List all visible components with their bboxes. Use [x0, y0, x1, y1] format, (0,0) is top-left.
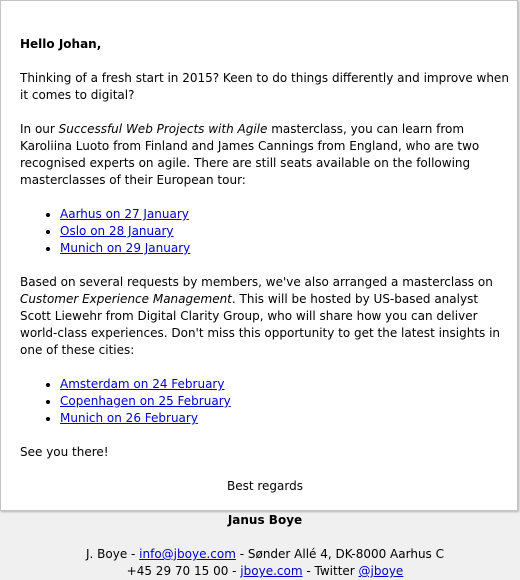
intro-paragraph: Thinking of a fresh start in 2015? Keen to do things differently and improve when it comes to digital?: [20, 71, 509, 102]
list-item: [60, 376, 510, 393]
munich-cx-link[interactable]: Munich on 26 February: [60, 411, 198, 425]
footer-twitter-link[interactable]: @jboye: [358, 564, 404, 578]
cx-paragraph-prefix: Based on several requests by members, we've also arranged a masterclass on: [20, 275, 493, 289]
footer-line-2: [20, 563, 510, 580]
agile-masterclass-title: Successful Web Projects with Agile: [58, 122, 268, 136]
agile-paragraph-prefix: In our: [20, 122, 59, 136]
cx-paragraph: [20, 274, 510, 359]
footer-company: J. Boye -: [85, 547, 140, 561]
regards-line: Best regards: [226, 479, 303, 493]
footer-phone: +45 29 70 15 00 -: [126, 564, 241, 578]
footer-address: - Sønder Allé 4, DK-8000 Aarhus C: [235, 547, 444, 561]
agile-masterclass-list: [20, 206, 510, 257]
list-item: [60, 410, 510, 427]
footer-website-link[interactable]: jboye.com: [240, 564, 303, 578]
email-footer: [20, 546, 510, 580]
footer-email-link[interactable]: info@jboye.com: [139, 547, 236, 561]
footer-twitter-prefix: - Twitter: [302, 564, 359, 578]
agile-paragraph: [20, 121, 510, 189]
closing-line: See you there!: [20, 445, 109, 459]
cx-masterclass-list: [20, 376, 510, 427]
list-item: [60, 393, 510, 410]
list-item: [60, 206, 510, 223]
copenhagen-link[interactable]: Copenhagen on 25 February: [60, 394, 231, 408]
oslo-link[interactable]: Oslo on 28 January: [60, 224, 174, 238]
munich-agile-link[interactable]: Munich on 29 January: [60, 241, 191, 255]
amsterdam-link[interactable]: Amsterdam on 24 February: [60, 377, 225, 391]
list-item: [60, 240, 510, 257]
email-body: [20, 36, 510, 580]
agile-paragraph-suffix: masterclass, you can learn from Karoliina Luoto from Finland and James Cannings from England, who are two recognised experts on agile. There are still seats available on the following masterclasses of their European tour:: [20, 122, 480, 187]
greeting: Hello Johan,: [20, 37, 102, 51]
cx-paragraph-suffix: . This will be hosted by US-based analyst Scott Liewehr from Digital Clarity Group, who will share how you can deliver world-class experiences. Don't miss this opportunity to get the latest insights in one of these cities:: [20, 292, 501, 357]
cx-masterclass-title: Customer Experience Management: [20, 292, 232, 306]
signature-name: Janus Boye: [227, 513, 303, 527]
aarhus-link[interactable]: Aarhus on 27 January: [60, 207, 189, 221]
list-item: [60, 223, 510, 240]
footer-line-1: [20, 546, 510, 563]
